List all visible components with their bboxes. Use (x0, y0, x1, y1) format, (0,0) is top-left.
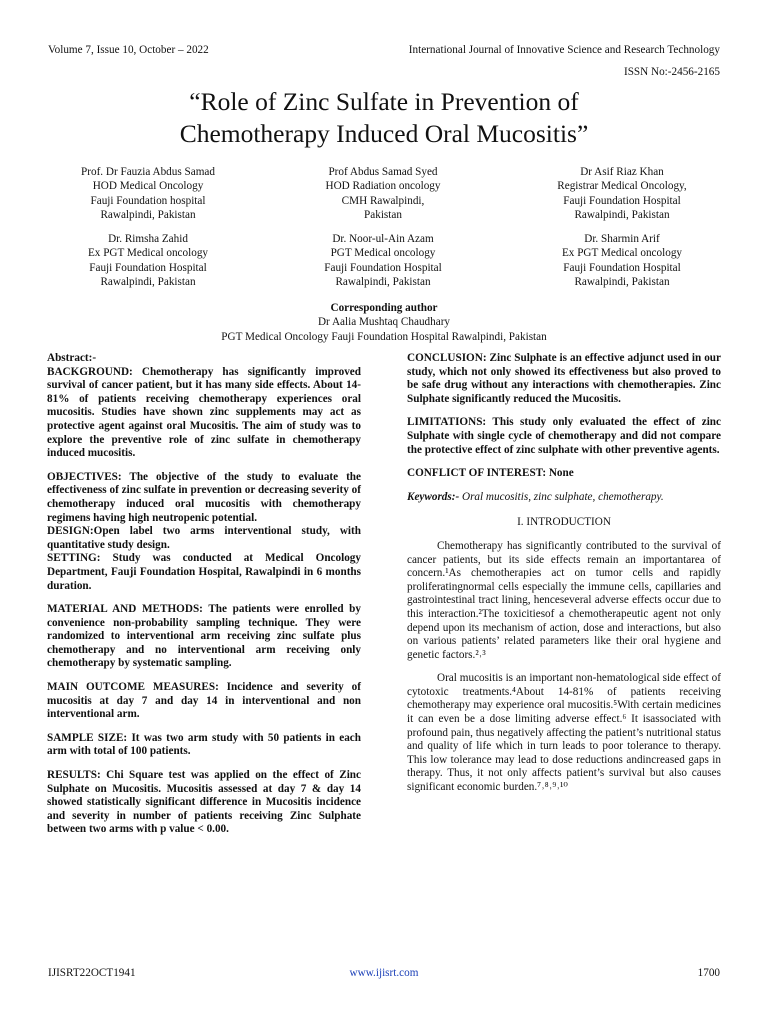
footer-page-number: 1700 (697, 967, 720, 979)
abstract-conclusion: CONCLUSION: Zinc Sulphate is an effective adjunct used in our study, which not only showed its effectiveness but also proved to be safe drug without any interactions with chemotherapies. Zinc Sulphate significantly reduced the Mucositis. (407, 352, 721, 405)
corresponding-label: Corresponding author (330, 302, 438, 314)
author-block (38, 232, 258, 290)
author-role: Ex PGT Medical oncology (561, 247, 683, 260)
intro-paragraph-1: Chemotherapy has significantly contributed to the survival of cancer patients, but its side effects remain an importantarea of concern.¹As chemotherapies act on tumor cells and rapidly proliferatingnormal cells especially the immune cells, capillaries and gastrointestinal tract lining, henceseveral adverse effects occur due to this interaction.²The toxicitiesof a chemotherapeutic agent not only depend upon its mechanism of action, dose and interactions, but also on various patients’ related parameters like their oral hygiene and genetic factors.²˒³ (407, 539, 721, 661)
abstract-outcomes: MAIN OUTCOME MEASURES: Incidence and severity of mucositis at day 7 and day 14 in interventional and non interventional arm. (47, 681, 361, 721)
author-role: PGT Medical oncology (330, 247, 436, 260)
author-role: Registrar Medical Oncology, (557, 180, 687, 193)
author-location: Pakistan (364, 209, 402, 222)
author-block (38, 165, 258, 223)
footer-paper-id: IJISRT22OCT1941 (48, 967, 136, 979)
author-role: Ex PGT Medical oncology (87, 247, 209, 260)
corresponding-author (48, 301, 720, 344)
abstract-label: Abstract:- (47, 352, 97, 364)
author-role: HOD Radiation oncology (325, 180, 441, 193)
author-location: Rawalpindi, Pakistan (100, 276, 196, 289)
author-name: Prof Abdus Samad Syed (328, 166, 438, 178)
author-name: Dr. Rimsha Zahid (108, 233, 188, 245)
author-location: Rawalpindi, Pakistan (574, 209, 670, 222)
author-org: Fauji Foundation Hospital (89, 261, 207, 274)
author-name: Dr. Noor-ul-Ain Azam (332, 233, 434, 245)
author-name: Prof. Dr Fauzia Abdus Samad (81, 166, 215, 178)
author-block (273, 232, 493, 290)
abstract-setting: SETTING: Study was conducted at Medical Oncology Department, Fauji Foundation Hospital, Rawalpindi in 6 months duration. (47, 552, 361, 592)
paper-title (48, 86, 720, 150)
author-org: Fauji Foundation hospital (90, 194, 206, 207)
abstract-background: BACKGROUND: Chemotherapy has significantly improved survival of cancer patient, but it has many side effects. About 14-81% of patients receiving chemotherapy experiences oral mucositis. Studies have shown zinc supplements may act as protective agent against oral Mucositis. The aim of study was to explore the preventive role of zinc sulfate in chemotherapy induced mucositis. (47, 365, 361, 460)
author-org: CMH Rawalpindi, (341, 194, 425, 207)
right-column (407, 352, 721, 805)
abstract-conflict: CONFLICT OF INTEREST: None (407, 467, 574, 480)
abstract-design: DESIGN:Open label two arms interventional study, with quantitative study design. (47, 525, 361, 551)
keywords-label: Keywords:- (407, 490, 460, 503)
left-column (47, 352, 361, 847)
author-location: Rawalpindi, Pakistan (574, 276, 670, 289)
author-location: Rawalpindi, Pakistan (335, 276, 431, 289)
author-name: Dr. Sharmin Arif (584, 233, 660, 245)
corresponding-name: Dr Aalia Mushtaq Chaudhary (317, 316, 451, 329)
keywords (407, 491, 721, 505)
author-org: Fauji Foundation Hospital (563, 194, 681, 207)
author-name: Dr Asif Riaz Khan (580, 166, 664, 178)
author-role: HOD Medical Oncology (92, 180, 204, 193)
abstract-results: RESULTS: Chi Square test was applied on the effect of Zinc Sulphate on Mucositis. Mucositis assessed at day 7 & day 14 showed statistically significant difference in Mucositis incidence and severity in number of patients receiving Zinc Sulphate between two arms with p value < 0.00. (47, 769, 361, 836)
author-block (273, 165, 493, 223)
keywords-text: Oral mucositis, zinc sulphate, chemotherapy. (462, 490, 664, 503)
author-block (512, 165, 732, 223)
author-org: Fauji Foundation Hospital (324, 261, 442, 274)
abstract-sample-size: SAMPLE SIZE: It was two arm study with 50 patients in each arm with total of 100 patients. (47, 731, 361, 758)
author-org: Fauji Foundation Hospital (563, 261, 681, 274)
author-block (512, 232, 732, 290)
header-volume: Volume 7, Issue 10, October – 2022 (48, 44, 209, 56)
abstract-objectives: OBJECTIVES: The objective of the study to evaluate the effectiveness of zinc sulfate in prevention or decreasing severity of chemotherapy induced oral mucositis with chemotherapy regimens having high neutropenic potential. (47, 470, 361, 524)
abstract-limitations: LIMITATIONS: This study only evaluated the effect of zinc Sulphate with single cycle of chemotherapy and did not compare the protective effect of zinc sulphate with other preventive agents. (407, 416, 721, 456)
footer-url-link[interactable]: www.ijisrt.com (349, 967, 419, 979)
author-location: Rawalpindi, Pakistan (100, 209, 196, 222)
title-line-2: Chemotherapy Induced Oral Mucositis” (179, 119, 589, 148)
header-issn: ISSN No:-2456-2165 (623, 66, 720, 78)
title-line-1: “Role of Zinc Sulfate in Prevention of (189, 87, 579, 116)
intro-paragraph-2: Oral mucositis is an important non-hematological side effect of cytotoxic treatments.⁴About 14-81% of patients receiving chemotherapy may experience oral mucositis.⁵With certain medicines it can even be a dose limiting adverse effect.⁶ It isassociated with profound pain, thus negatively affecting the patient’s nutritional status and quality of life which in turn leads to poor tolerance to therapy. This low tolerance may lead to dose reductions andincreased gaps in therapy. Thus, it not only affects patient’s survival but also causes significant economic burden.⁷˒⁸˒⁹˒¹⁰ (407, 672, 721, 794)
section-heading-introduction: I. INTRODUCTION (517, 516, 611, 529)
header-journal: International Journal of Innovative Science and Research Technology (408, 44, 720, 56)
corresponding-affiliation: PGT Medical Oncology Fauji Foundation Hospital Rawalpindi, Pakistan (221, 330, 547, 343)
abstract-methods: MATERIAL AND METHODS: The patients were enrolled by convenience non-probability sampling technique. They were randomized to interventional arm receiving zinc sulfate plus chemotherapy and no interventional arm receiving only chemotherapy by systematic sampling. (47, 603, 361, 670)
